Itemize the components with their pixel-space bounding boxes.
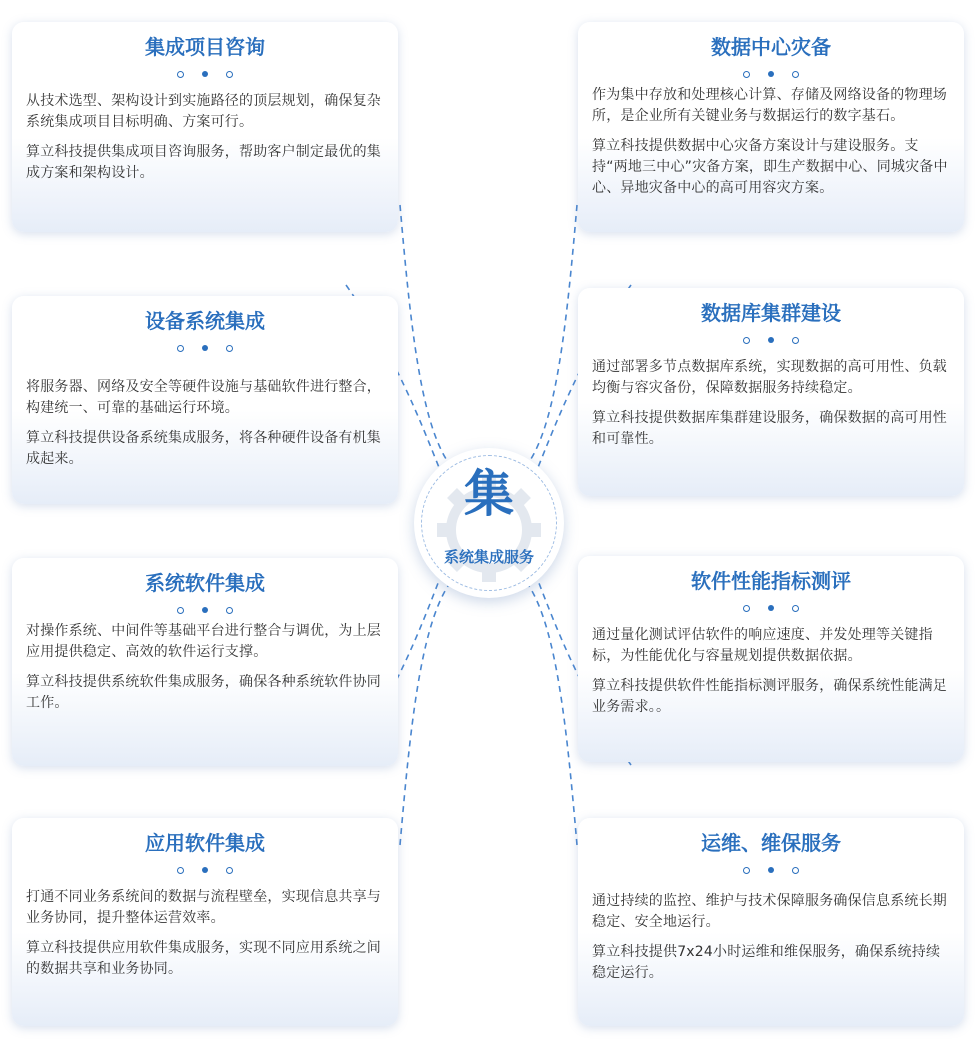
dots-divider (592, 333, 950, 347)
card-device-integration (12, 296, 398, 504)
card-description: 通过量化测试评估软件的响应速度、并发处理等关键指标，为性能优化与容量规划提供数据依据。 (592, 627, 933, 664)
card-title: 集成项目咨询 (145, 35, 265, 59)
dots-divider (26, 603, 384, 617)
card-service-text: 算立科技提供设备系统集成服务，将各种硬件设备有机集成起来。 (26, 430, 381, 467)
center-title: 集 (464, 465, 514, 523)
card-service-text: 算立科技提供系统软件集成服务，确保各种系统软件协同工作。 (26, 674, 381, 711)
dots-divider (592, 67, 950, 81)
card-title: 数据中心灾备 (711, 35, 831, 59)
dots-divider (26, 67, 384, 81)
connector-line (400, 205, 448, 462)
card-datacenter-dr (578, 22, 964, 232)
card-title: 应用软件集成 (145, 831, 265, 855)
card-operations-maintenance (578, 818, 964, 1026)
card-service-text: 算立科技提供7x24小时运维和维保服务，确保系统持续稳定运行。 (592, 944, 941, 981)
dots-divider (26, 341, 384, 355)
card-description: 将服务器、网络及安全等硬件设施与基础软件进行整合，构建统一、可靠的基础运行环境。 (26, 379, 381, 416)
card-title: 数据库集群建设 (701, 301, 841, 325)
card-description: 从技术选型、架构设计到实施路径的顶层规划，确保复杂系统集成项目目标明确、方案可行。 (26, 93, 381, 130)
card-system-software (12, 558, 398, 766)
card-service-text: 算立科技提供应用软件集成服务，实现不同应用系统之间的数据共享和业务协同。 (26, 940, 381, 977)
card-description: 通过持续的监控、维护与技术保障服务确保信息系统长期稳定、安全地运行。 (592, 893, 947, 930)
dots-divider (592, 601, 950, 615)
card-description: 打通不同业务系统间的数据与流程壁垒，实现信息共享与业务协同，提升整体运营效率。 (26, 889, 381, 926)
card-title: 设备系统集成 (145, 309, 265, 333)
card-service-text: 算立科技提供集成项目咨询服务，帮助客户制定最优的集成方案和架构设计。 (26, 144, 381, 181)
card-application-integration (12, 818, 398, 1026)
card-title: 运维、维保服务 (701, 831, 841, 855)
center-hub (414, 448, 564, 598)
connector-line (400, 586, 448, 845)
card-description: 对操作系统、中间件等基础平台进行整合与调优，为上层应用提供稳定、高效的软件运行支撑。 (26, 623, 381, 660)
connector-line (529, 586, 577, 845)
card-service-text: 算立科技提供软件性能指标测评服务，确保系统性能满足业务需求。。 (592, 678, 947, 715)
card-title: 系统软件集成 (145, 571, 265, 595)
card-description: 通过部署多节点数据库系统，实现数据的高可用性、负载均衡与容灾备份，保障数据服务持续稳定。 (592, 359, 947, 396)
card-service-text: 算立科技提供数据库集群建设服务，确保数据的高可用性和可靠性。 (592, 410, 947, 447)
card-integration-consulting (12, 22, 398, 232)
connector-line (529, 205, 577, 462)
dots-divider (592, 863, 950, 877)
center-label: 系统集成服务 (443, 548, 534, 566)
card-title: 软件性能指标测评 (691, 569, 851, 593)
card-performance-testing (578, 556, 964, 762)
dots-divider (26, 863, 384, 877)
card-service-text: 算立科技提供数据中心灾备方案设计与建设服务。支持“两地三中心”灾备方案，即生产数据中心、同城灾备中心、异地灾备中心的高可用容灾方案。 (592, 138, 948, 196)
card-database-cluster (578, 288, 964, 496)
card-description: 作为集中存放和处理核心计算、存储及网络设备的物理场所，是企业所有关键业务与数据运行的数字基石。 (592, 87, 947, 124)
